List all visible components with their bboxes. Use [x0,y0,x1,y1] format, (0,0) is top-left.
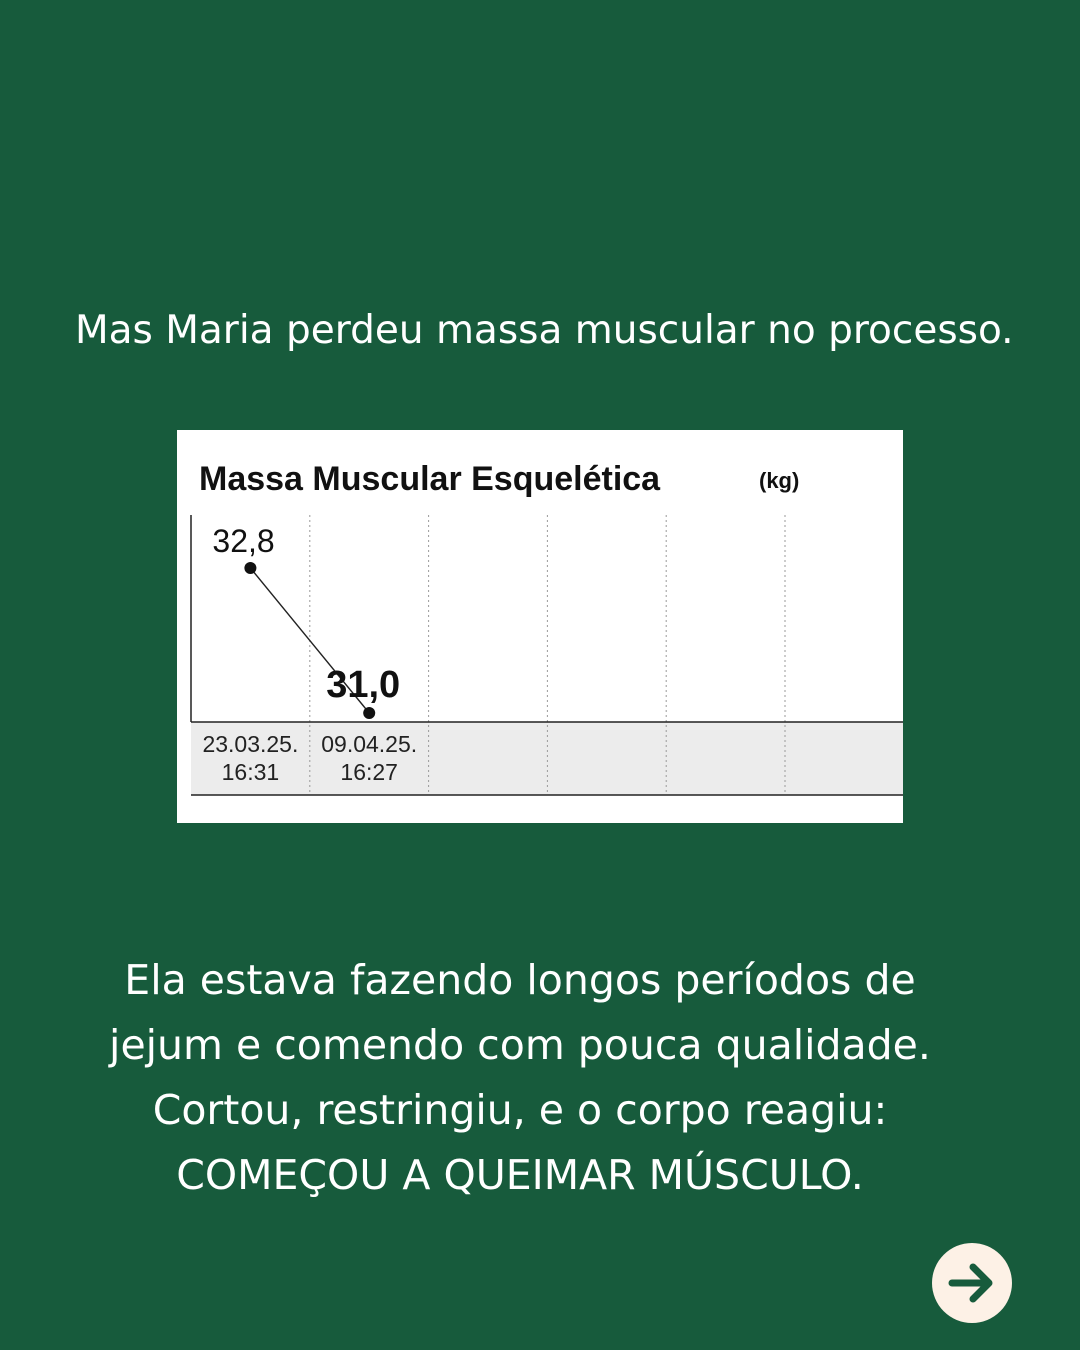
body-line: Cortou, restringiu, e o corpo reagiu: [152,1086,888,1134]
data-label: 31,0 [326,664,401,706]
x-tick-label-date: 09.04.25. [321,731,418,757]
x-tick-label-time: 16:31 [221,759,280,785]
body-line: Ela estava fazendo longos períodos de [124,956,916,1004]
chart-title: Massa Muscular Esquelética [199,460,661,498]
x-tick-label-time: 16:27 [340,759,398,785]
body-line: COMEÇOU A QUEIMAR MÚSCULO. [176,1151,864,1199]
body-text [40,948,1000,1208]
arrow-right-icon [932,1243,1012,1323]
chart-card [177,430,903,823]
data-point [244,562,256,574]
chart [177,430,903,823]
data-point [363,707,375,719]
body-line: jejum e comendo com pouca qualidade. [109,1021,931,1069]
headline: Mas Maria perdeu massa muscular no processo. [75,308,1014,353]
next-button[interactable] [932,1243,1012,1323]
chart-unit: (kg) [759,468,800,493]
x-tick-label-date: 23.03.25. [202,731,299,757]
data-label: 32,8 [212,523,275,559]
